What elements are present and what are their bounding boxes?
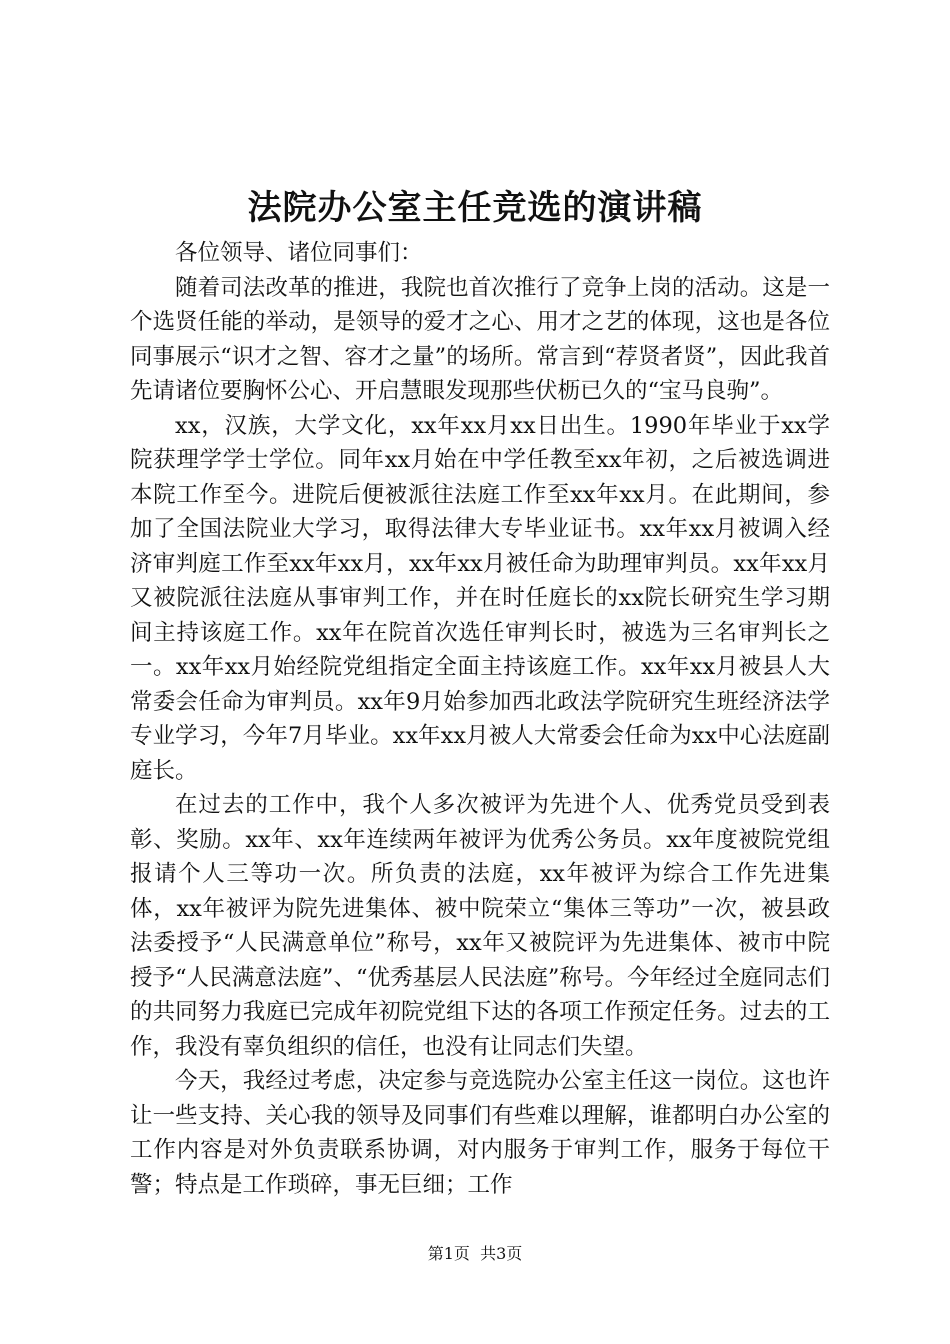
page-number: 第1页 bbox=[427, 1244, 470, 1263]
footer-separator bbox=[470, 1244, 480, 1263]
paragraph-achievements: 在过去的工作中，我个人多次被评为先进个人、优秀党员受到表彰、奖励。xx年、xx年连续两年被评为优秀公务员。xx年度被院党组报请个人三等功一次。所负责的法庭，xx年被评为综合工作先进集体，xx年被评为院先进集体、被中院荣立“集体三等功”一次，被县政法委授予“人民满意单位”称号，xx年又被院评为先进集体、被市中院授予“人民满意法庭”、“优秀基层人民法庭”称号。今年经过全庭同志们的共同努力我庭已完成年初院党组下达的各项工作预定任务。过去的工作，我没有辜负组织的信任，也没有让同志们失望。 bbox=[130, 792, 830, 1060]
paragraph-decision: 今天，我经过考虑，决定参与竞选院办公室主任这一岗位。这也许让一些支持、关心我的领导及同事们有些难以理解，谁都明白办公室的工作内容是对外负责联系协调，对内服务于审判工作，服务于每位干警；特点是工作琐碎，事无巨细；工作 bbox=[130, 1068, 830, 1198]
paragraph-salutation: 各位领导、诸位同事们： bbox=[175, 240, 423, 266]
page-footer bbox=[0, 1242, 950, 1266]
total-pages: 共3页 bbox=[480, 1244, 523, 1263]
paragraph-biography: xx，汉族，大学文化，xx年xx月xx日出生。1990年毕业于xx学院获理学学士学位。同年xx月始在中学任教至xx年初，之后被选调进本院工作至今。进院后便被派往法庭工作至xx年xx月。在此期间，参加了全国法院业大学习，取得法律大专毕业证书。xx年xx月被调入经济审判庭工作至xx年xx月，xx年xx月被任命为助理审判员。xx年xx月又被院派往法庭从事审判工作，并在时任庭长的xx院长研究生学习期间主持该庭工作。xx年在院首次选任审判长时，被选为三名审判长之一。xx年xx月始经院党组指定全面主持该庭工作。xx年xx月被县人大常委会任命为审判员。xx年9月始参加西北政法学院研究生班经济法学专业学习，今年7月毕业。xx年xx月被人大常委会任命为xx中心法庭副庭长。 bbox=[130, 412, 830, 784]
paragraph-intro: 随着司法改革的推进，我院也首次推行了竞争上岗的活动。这是一个选贤任能的举动，是领导的爱才之心、用才之艺的体现，这也是各位同事展示“识才之智、容才之量”的场所。常言到“荐贤者贤”，因此我首先请诸位要胸怀公心、开启慧眼发现那些伏枥已久的“宝马良驹”。 bbox=[130, 274, 830, 404]
document-body bbox=[130, 236, 830, 1202]
document-title: 法院办公室主任竞选的演讲稿 bbox=[247, 188, 703, 228]
